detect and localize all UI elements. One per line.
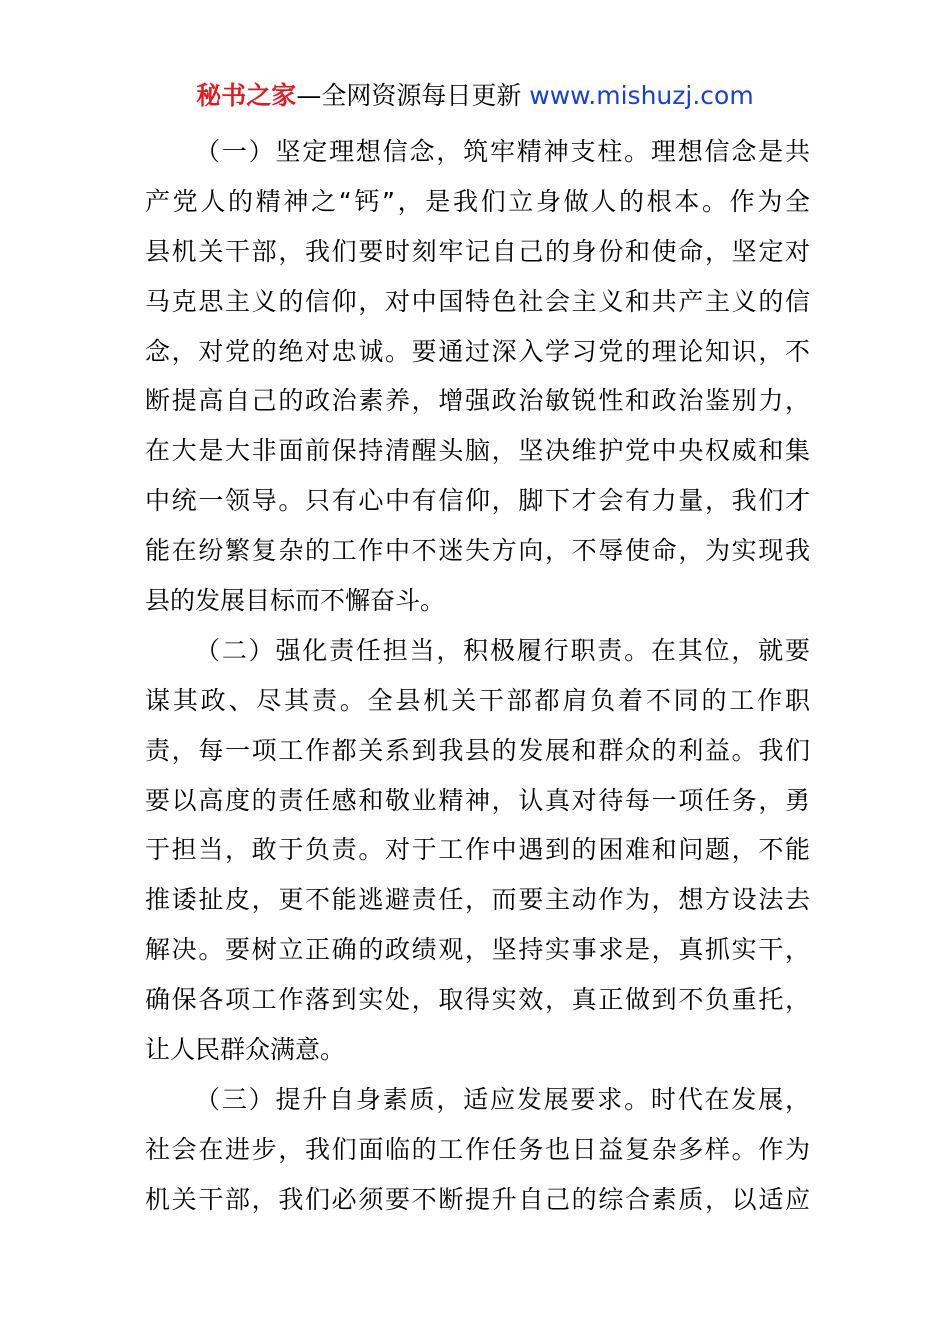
text-line: （二）强化责任担当，积极履行职责。在其位，就要: [195, 635, 810, 665]
text-line: 县的发展目标而不懈奋斗。: [145, 586, 446, 616]
site-header: [0, 78, 950, 114]
document-body: [145, 127, 810, 1225]
text-line: 于担当，敢于负责。对于工作中遇到的困难和问题，不能: [145, 835, 810, 865]
text-line: 马克思主义的信仰，对中国特色社会主义和共产主义的信: [145, 286, 810, 316]
text-line: 责，每一项工作都关系到我县的发展和群众的利益。我们: [145, 735, 810, 765]
text-line: 谋其政、尽其责。全县机关干部都肩负着不同的工作职: [145, 685, 810, 715]
text-line: （一）坚定理想信念，筑牢精神支柱。理想信念是共: [195, 137, 810, 166]
text-line: 解决。要树立正确的政绩观，坚持实事求是，真抓实干，: [145, 935, 810, 965]
site-tagline: —全网资源每日更新: [296, 81, 530, 110]
text-line: 念，对党的绝对忠诚。要通过深入学习党的理论知识，不: [145, 336, 810, 366]
text-line: （三）提升自身素质，适应发展要求。时代在发展，: [195, 1084, 810, 1114]
text-line: 社会在进步，我们面临的工作任务也日益复杂多样。作为: [145, 1134, 810, 1164]
text-line: 产党人的精神之“钙”，是我们立身做人的根本。作为全: [145, 186, 810, 216]
text-line: 中统一领导。只有心中有信仰，脚下才会有力量，我们才: [145, 486, 810, 516]
text-line: 断提高自己的政治素养，增强政治敏锐性和政治鉴别力，: [145, 386, 810, 416]
text-line: 要以高度的责任感和敬业精神，认真对待每一项任务，勇: [145, 785, 810, 815]
text-line: 让人民群众满意。: [145, 1035, 346, 1065]
text-line: 推诿扯皮，更不能逃避责任，而要主动作为，想方设法去: [145, 885, 810, 915]
text-line: 能在纷繁复杂的工作中不迷失方向，不辱使命，为实现我: [145, 536, 810, 566]
text-line: 县机关干部，我们要时刻牢记自己的身份和使命，坚定对: [145, 236, 810, 266]
text-line: 在大是大非面前保持清醒头脑，坚决维护党中央权威和集: [145, 436, 810, 466]
site-url-link[interactable]: www.mishuzj.com: [529, 81, 754, 110]
text-line: 机关干部，我们必须要不断提升自己的综合素质，以适应: [145, 1184, 810, 1214]
site-brand: 秘书之家: [196, 81, 297, 110]
text-line: 确保各项工作落到实处，取得实效，真正做到不负重托，: [145, 985, 810, 1015]
